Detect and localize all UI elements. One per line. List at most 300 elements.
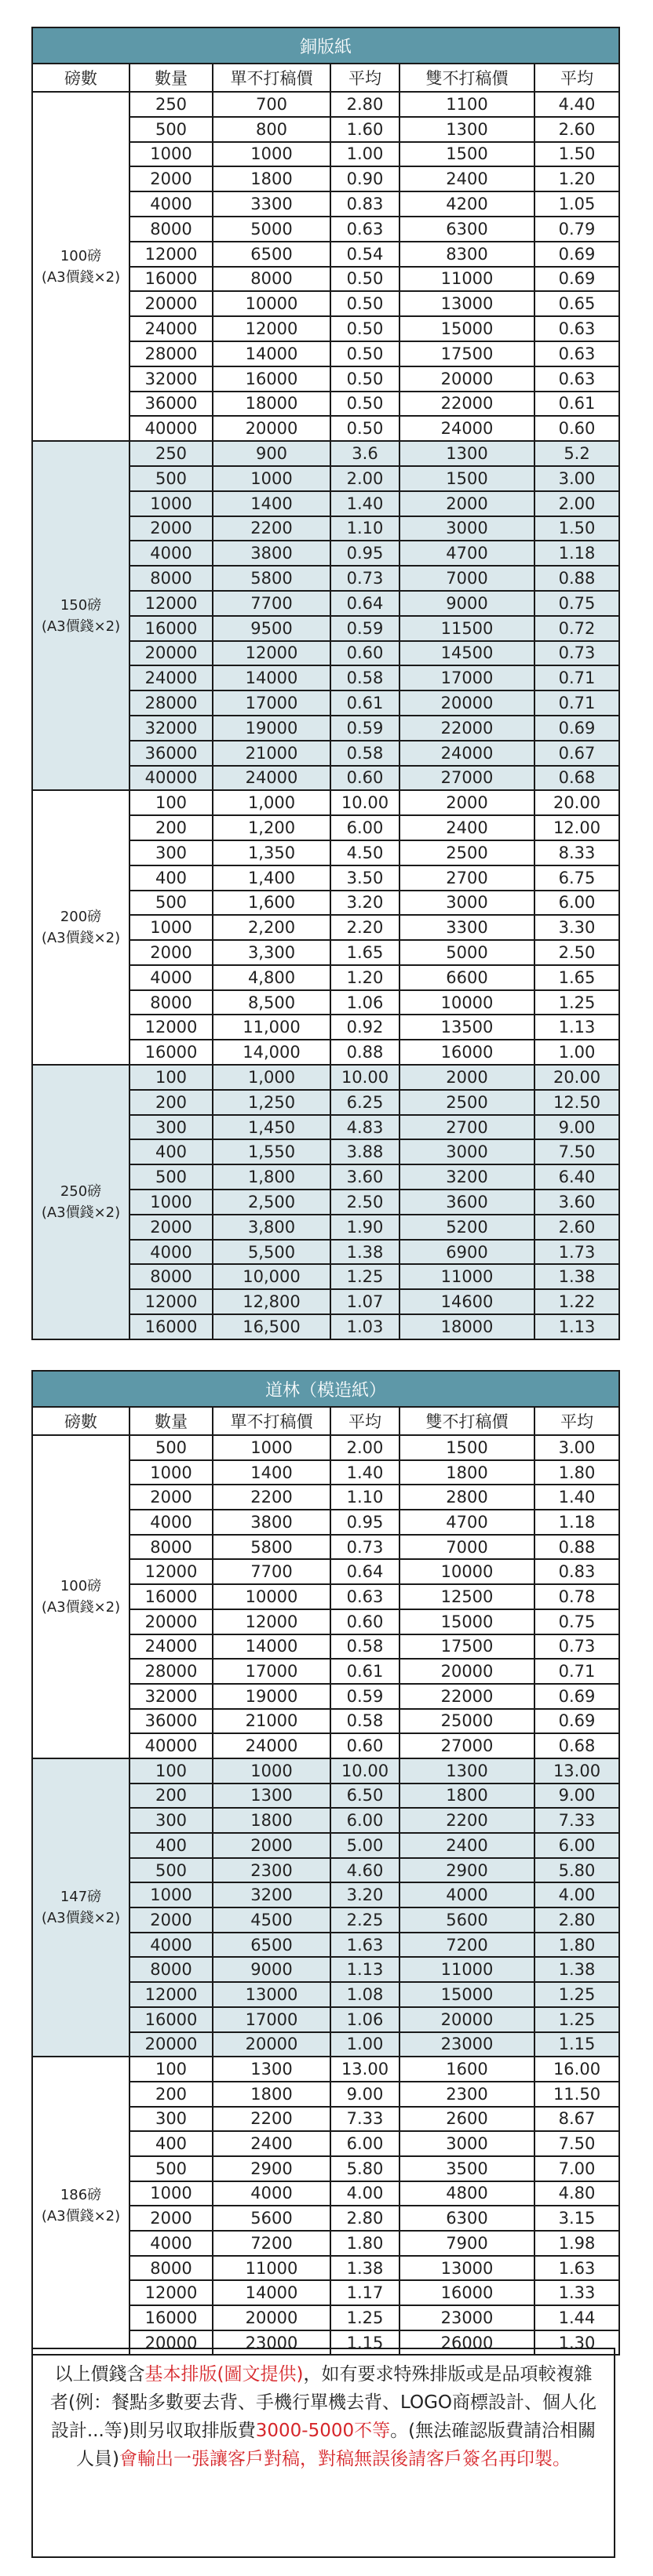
paper-weight-cell [32,92,130,441]
quantity-cell: 16000 [130,267,213,292]
single-price-cell: 16,500 [213,1314,330,1339]
double-price-cell: 22000 [399,716,534,741]
single-price-cell: 1,000 [213,1065,330,1090]
single-avg-cell: 1.10 [330,516,399,541]
paper-weight: 250磅 [60,1182,102,1200]
single-price-cell: 17000 [213,690,330,716]
single-price-cell: 7700 [213,591,330,616]
double-avg-cell: 0.79 [534,217,619,242]
column-header: 磅數 [32,64,130,92]
single-price-cell: 10,000 [213,1264,330,1289]
single-price-cell: 13000 [213,1982,330,2007]
double-price-cell: 3500 [399,2156,534,2181]
single-price-cell: 1000 [213,1758,330,1784]
quantity-cell: 500 [130,891,213,916]
double-avg-cell: 4.80 [534,2181,619,2206]
single-avg-cell: 0.50 [330,267,399,292]
quantity-cell: 100 [130,1758,213,1784]
double-price-cell: 9000 [399,591,534,616]
double-avg-cell: 1.05 [534,191,619,217]
double-avg-cell: 1.18 [534,1510,619,1535]
double-avg-cell: 3.00 [534,466,619,491]
double-avg-cell: 0.88 [534,1535,619,1560]
double-price-cell: 8300 [399,242,534,267]
double-price-cell: 26000 [399,2330,534,2356]
single-price-cell: 1800 [213,2082,330,2107]
double-avg-cell: 1.20 [534,166,619,191]
single-price-cell: 6500 [213,242,330,267]
single-avg-cell: 1.25 [330,1264,399,1289]
single-price-cell: 1,450 [213,1115,330,1140]
double-avg-cell: 0.67 [534,741,619,766]
single-avg-cell: 3.20 [330,1882,399,1907]
quantity-cell: 300 [130,840,213,865]
double-price-cell: 20000 [399,690,534,716]
table-title: 道林（模造紙） [32,1371,619,1407]
single-price-cell: 24000 [213,1733,330,1758]
single-avg-cell: 1.17 [330,2280,399,2305]
single-price-cell: 24000 [213,766,330,791]
double-price-cell: 7200 [399,1933,534,1958]
double-avg-cell: 1.30 [534,2330,619,2356]
quantity-cell: 4000 [130,191,213,217]
single-price-cell: 1400 [213,491,330,516]
column-header: 雙不打稿價 [399,1407,534,1435]
quantity-cell: 8000 [130,2256,213,2281]
double-avg-cell: 2.50 [534,940,619,965]
double-price-cell: 4700 [399,1510,534,1535]
single-price-cell: 12,800 [213,1289,330,1314]
single-price-cell: 19000 [213,1684,330,1709]
double-price-cell: 2000 [399,790,534,815]
double-avg-cell: 0.69 [534,267,619,292]
quantity-cell: 300 [130,1808,213,1833]
double-avg-cell: 1.98 [534,2231,619,2256]
single-price-cell: 10000 [213,291,330,316]
quantity-cell: 16000 [130,2305,213,2330]
double-avg-cell: 8.33 [534,840,619,865]
quantity-cell: 2000 [130,1907,213,1933]
double-price-cell: 24000 [399,741,534,766]
single-avg-cell: 0.59 [330,1684,399,1709]
double-price-cell: 18000 [399,1314,534,1339]
double-price-cell: 5600 [399,1907,534,1933]
single-avg-cell: 1.08 [330,1982,399,2007]
single-avg-cell: 0.58 [330,1709,399,1734]
quantity-cell: 8000 [130,217,213,242]
table-row [32,1435,619,1460]
single-avg-cell: 5.00 [330,1833,399,1858]
double-avg-cell: 0.75 [534,591,619,616]
paper-weight: 147磅 [60,1889,102,1906]
paper-weight-note: (A3價錢×2) [41,930,121,947]
double-avg-cell: 7.50 [534,2131,619,2156]
double-price-cell: 20000 [399,366,534,392]
double-price-cell: 16000 [399,1040,534,1065]
quantity-cell: 4000 [130,2231,213,2256]
double-price-cell: 2700 [399,865,534,891]
single-price-cell: 1,400 [213,865,330,891]
double-avg-cell: 0.88 [534,566,619,591]
double-avg-cell: 9.00 [534,1784,619,1809]
quantity-cell: 200 [130,2082,213,2107]
quantity-cell: 1000 [130,142,213,167]
single-price-cell: 1000 [213,1435,330,1460]
single-avg-cell: 1.25 [330,2305,399,2330]
double-price-cell: 1500 [399,466,534,491]
double-avg-cell: 6.00 [534,891,619,916]
single-avg-cell: 1.40 [330,1460,399,1485]
single-price-cell: 1,600 [213,891,330,916]
single-avg-cell: 3.60 [330,1164,399,1190]
single-avg-cell: 0.50 [330,366,399,392]
double-avg-cell: 2.80 [534,1907,619,1933]
column-header: 磅數 [32,1407,130,1435]
single-price-cell: 1,000 [213,790,330,815]
double-price-cell: 11000 [399,267,534,292]
double-price-cell: 7900 [399,2231,534,2256]
double-avg-cell: 1.00 [534,1040,619,1065]
single-avg-cell: 1.40 [330,491,399,516]
quantity-cell: 8000 [130,566,213,591]
quantity-cell: 500 [130,117,213,142]
single-price-cell: 20000 [213,2032,330,2057]
double-avg-cell: 12.50 [534,1090,619,1115]
single-price-cell: 1,200 [213,815,330,840]
double-avg-cell: 1.25 [534,2007,619,2032]
single-avg-cell: 0.50 [330,341,399,366]
double-price-cell: 6300 [399,2206,534,2231]
single-price-cell: 8,500 [213,990,330,1015]
double-avg-cell: 1.50 [534,142,619,167]
double-price-cell: 20000 [399,2007,534,2032]
double-avg-cell: 0.83 [534,1559,619,1584]
single-avg-cell: 1.65 [330,940,399,965]
double-price-cell: 17500 [399,341,534,366]
quantity-cell: 400 [130,1833,213,1858]
single-price-cell: 4000 [213,2181,330,2206]
single-price-cell: 3200 [213,1882,330,1907]
double-price-cell: 17500 [399,1634,534,1660]
paper-weight-note: (A3價錢×2) [41,1598,121,1616]
single-price-cell: 1,350 [213,840,330,865]
quantity-cell: 16000 [130,616,213,641]
table-row [32,790,619,815]
double-price-cell: 17000 [399,665,534,690]
double-avg-cell: 9.00 [534,1115,619,1140]
double-avg-cell: 1.38 [534,1957,619,1982]
note-text: ，如有要求特殊排版或是品項較複雜者(例：餐點多數要去背、手機行單機去背、LOGO商標設計、個人化設計...等)則另収取排版費 [50,2364,596,2441]
single-price-cell: 7700 [213,1559,330,1584]
double-price-cell: 5200 [399,1215,534,1240]
single-price-cell: 14000 [213,665,330,690]
single-avg-cell: 0.61 [330,690,399,716]
double-avg-cell: 1.65 [534,965,619,990]
double-price-cell: 2200 [399,1808,534,1833]
paper-weight-cell [32,2057,130,2355]
double-price-cell: 1500 [399,1435,534,1460]
single-price-cell: 2200 [213,516,330,541]
quantity-cell: 4000 [130,1510,213,1535]
double-avg-cell: 0.61 [534,392,619,417]
paper-weight: 100磅 [60,247,102,264]
single-price-cell: 5800 [213,1535,330,1560]
double-avg-cell: 2.00 [534,491,619,516]
double-avg-cell: 0.63 [534,341,619,366]
single-price-cell: 3300 [213,191,330,217]
single-avg-cell: 0.60 [330,1733,399,1758]
double-price-cell: 13500 [399,1015,534,1040]
paper-weight: 200磅 [60,909,102,926]
quantity-cell: 8000 [130,1535,213,1560]
double-price-cell: 2400 [399,166,534,191]
single-price-cell: 2400 [213,2131,330,2156]
paper-weight: 150磅 [60,596,102,614]
coated-paper-price-table [31,27,620,1340]
double-avg-cell: 0.71 [534,1659,619,1684]
single-avg-cell: 2.50 [330,1190,399,1215]
single-avg-cell: 3.6 [330,441,399,466]
double-price-cell: 23000 [399,2305,534,2330]
single-avg-cell: 3.88 [330,1139,399,1164]
single-price-cell: 3800 [213,541,330,566]
double-avg-cell: 1.25 [534,990,619,1015]
quantity-cell: 32000 [130,716,213,741]
double-avg-cell: 0.69 [534,1684,619,1709]
single-price-cell: 14000 [213,341,330,366]
double-avg-cell: 1.33 [534,2280,619,2305]
quantity-cell: 32000 [130,1684,213,1709]
double-price-cell: 1300 [399,1758,534,1784]
single-avg-cell: 10.00 [330,1758,399,1784]
table-row [32,1758,619,1784]
single-price-cell: 2,500 [213,1190,330,1215]
double-price-cell: 15000 [399,1609,534,1634]
single-price-cell: 10000 [213,1584,330,1609]
quantity-cell: 8000 [130,1957,213,1982]
double-avg-cell: 3.60 [534,1190,619,1215]
quantity-cell: 16000 [130,1584,213,1609]
single-price-cell: 4,800 [213,965,330,990]
single-price-cell: 11000 [213,2256,330,2281]
quantity-cell: 2000 [130,516,213,541]
quantity-cell: 4000 [130,541,213,566]
double-price-cell: 25000 [399,1709,534,1734]
single-avg-cell: 0.92 [330,1015,399,1040]
single-price-cell: 21000 [213,741,330,766]
quantity-cell: 12000 [130,1289,213,1314]
single-avg-cell: 1.10 [330,1485,399,1510]
table-title: 銅版紙 [32,27,619,64]
double-price-cell: 27000 [399,766,534,791]
double-price-cell: 7000 [399,1535,534,1560]
single-price-cell: 1000 [213,142,330,167]
double-avg-cell: 0.69 [534,716,619,741]
quantity-cell: 2000 [130,940,213,965]
double-avg-cell: 0.78 [534,1584,619,1609]
double-avg-cell: 0.68 [534,766,619,791]
double-avg-cell: 0.71 [534,665,619,690]
single-avg-cell: 1.60 [330,117,399,142]
single-avg-cell: 0.59 [330,616,399,641]
table-title-row [32,1371,619,1407]
single-price-cell: 19000 [213,716,330,741]
double-price-cell: 6900 [399,1240,534,1265]
quantity-cell: 500 [130,1435,213,1460]
single-avg-cell: 1.07 [330,1289,399,1314]
double-price-cell: 4800 [399,2181,534,2206]
double-price-cell: 14600 [399,1289,534,1314]
double-price-cell: 15000 [399,316,534,341]
single-price-cell: 1800 [213,1808,330,1833]
quantity-cell: 12000 [130,1559,213,1584]
single-avg-cell: 0.88 [330,1040,399,1065]
double-price-cell: 13000 [399,2256,534,2281]
paper-weight-note: (A3價錢×2) [41,2208,121,2225]
paper-weight-note: (A3價錢×2) [41,1910,121,1927]
double-price-cell: 24000 [399,416,534,441]
quantity-cell: 400 [130,865,213,891]
double-avg-cell: 3.15 [534,2206,619,2231]
single-price-cell: 8000 [213,267,330,292]
single-avg-cell: 0.73 [330,566,399,591]
quantity-cell: 500 [130,2156,213,2181]
double-price-cell: 22000 [399,392,534,417]
single-price-cell: 4500 [213,1907,330,1933]
double-avg-cell: 1.50 [534,516,619,541]
quantity-cell: 2000 [130,1485,213,1510]
single-avg-cell: 1.63 [330,1933,399,1958]
double-price-cell: 10000 [399,1559,534,1584]
single-price-cell: 9500 [213,616,330,641]
quantity-cell: 1000 [130,915,213,940]
quantity-cell: 12000 [130,2280,213,2305]
single-price-cell: 14,000 [213,1040,330,1065]
double-avg-cell: 1.40 [534,1485,619,1510]
quantity-cell: 1000 [130,1190,213,1215]
double-avg-cell: 20.00 [534,790,619,815]
single-avg-cell: 1.80 [330,2231,399,2256]
double-avg-cell: 1.15 [534,2032,619,2057]
double-price-cell: 1300 [399,441,534,466]
single-price-cell: 3,300 [213,940,330,965]
quantity-cell: 20000 [130,2330,213,2356]
double-avg-cell: 1.25 [534,1982,619,2007]
double-price-cell: 1800 [399,1460,534,1485]
double-price-cell: 3000 [399,516,534,541]
double-avg-cell: 7.50 [534,1139,619,1164]
column-header: 單不打稿價 [213,1407,330,1435]
single-price-cell: 17000 [213,1659,330,1684]
double-price-cell: 2900 [399,1858,534,1883]
single-price-cell: 1000 [213,466,330,491]
double-price-cell: 23000 [399,2032,534,2057]
single-avg-cell: 0.95 [330,1510,399,1535]
double-price-cell: 2800 [399,1485,534,1510]
double-avg-cell: 3.00 [534,1435,619,1460]
double-avg-cell: 0.73 [534,641,619,666]
single-price-cell: 12000 [213,1609,330,1634]
single-avg-cell: 1.20 [330,965,399,990]
double-price-cell: 10000 [399,990,534,1015]
note-text: 。(無法確認版費請洽相關人員) [76,2421,596,2469]
double-avg-cell: 1.13 [534,1015,619,1040]
double-price-cell: 22000 [399,1684,534,1709]
paper-weight-cell [32,1065,130,1339]
single-price-cell: 700 [213,92,330,117]
quantity-cell: 400 [130,1139,213,1164]
single-avg-cell: 3.20 [330,891,399,916]
single-avg-cell: 0.90 [330,166,399,191]
single-avg-cell: 2.25 [330,1907,399,1933]
single-avg-cell: 2.00 [330,1435,399,1460]
double-avg-cell: 0.71 [534,690,619,716]
column-header: 平均 [534,64,619,92]
column-header: 單不打稿價 [213,64,330,92]
column-header: 數量 [130,1407,213,1435]
highlight-text: 會輸出一張讓客戶對稿，對稿無誤後請客戶簽名再印製。 [119,2449,571,2469]
single-price-cell: 23000 [213,2330,330,2356]
single-avg-cell: 0.60 [330,766,399,791]
paper-weight-cell [32,1435,130,1758]
quantity-cell: 24000 [130,665,213,690]
double-avg-cell: 5.80 [534,1858,619,1883]
single-avg-cell: 6.25 [330,1090,399,1115]
double-price-cell: 12500 [399,1584,534,1609]
table-row [32,441,619,466]
double-avg-cell: 1.13 [534,1314,619,1339]
single-price-cell: 7200 [213,2231,330,2256]
double-price-cell: 7000 [399,566,534,591]
highlight-text: 3000-5000不等 [255,2421,391,2441]
double-avg-cell: 13.00 [534,1758,619,1784]
table-title-row [32,27,619,64]
double-avg-cell: 3.30 [534,915,619,940]
single-price-cell: 9000 [213,1957,330,1982]
double-price-cell: 2600 [399,2107,534,2132]
double-avg-cell: 8.67 [534,2107,619,2132]
single-avg-cell: 10.00 [330,790,399,815]
single-price-cell: 14000 [213,1634,330,1660]
quantity-cell: 1000 [130,1460,213,1485]
double-price-cell: 2000 [399,491,534,516]
double-avg-cell: 0.72 [534,616,619,641]
pricing-note [31,2348,615,2558]
quantity-cell: 300 [130,2107,213,2132]
quantity-cell: 28000 [130,341,213,366]
quantity-cell: 500 [130,1858,213,1883]
single-avg-cell: 6.00 [330,815,399,840]
single-avg-cell: 7.33 [330,2107,399,2132]
double-price-cell: 3600 [399,1190,534,1215]
single-avg-cell: 2.20 [330,915,399,940]
double-price-cell: 20000 [399,1659,534,1684]
double-price-cell: 3200 [399,1164,534,1190]
double-avg-cell: 2.60 [534,117,619,142]
quantity-cell: 200 [130,815,213,840]
quantity-cell: 4000 [130,1240,213,1265]
single-price-cell: 5,500 [213,1240,330,1265]
quantity-cell: 24000 [130,1634,213,1660]
paper-weight-cell [32,1758,130,2057]
note-text: 以上價錢含 [54,2364,145,2385]
quantity-cell: 12000 [130,1982,213,2007]
single-avg-cell: 0.50 [330,316,399,341]
double-avg-cell: 1.63 [534,2256,619,2281]
column-header: 平均 [534,1407,619,1435]
column-header: 雙不打稿價 [399,64,534,92]
single-price-cell: 14000 [213,2280,330,2305]
